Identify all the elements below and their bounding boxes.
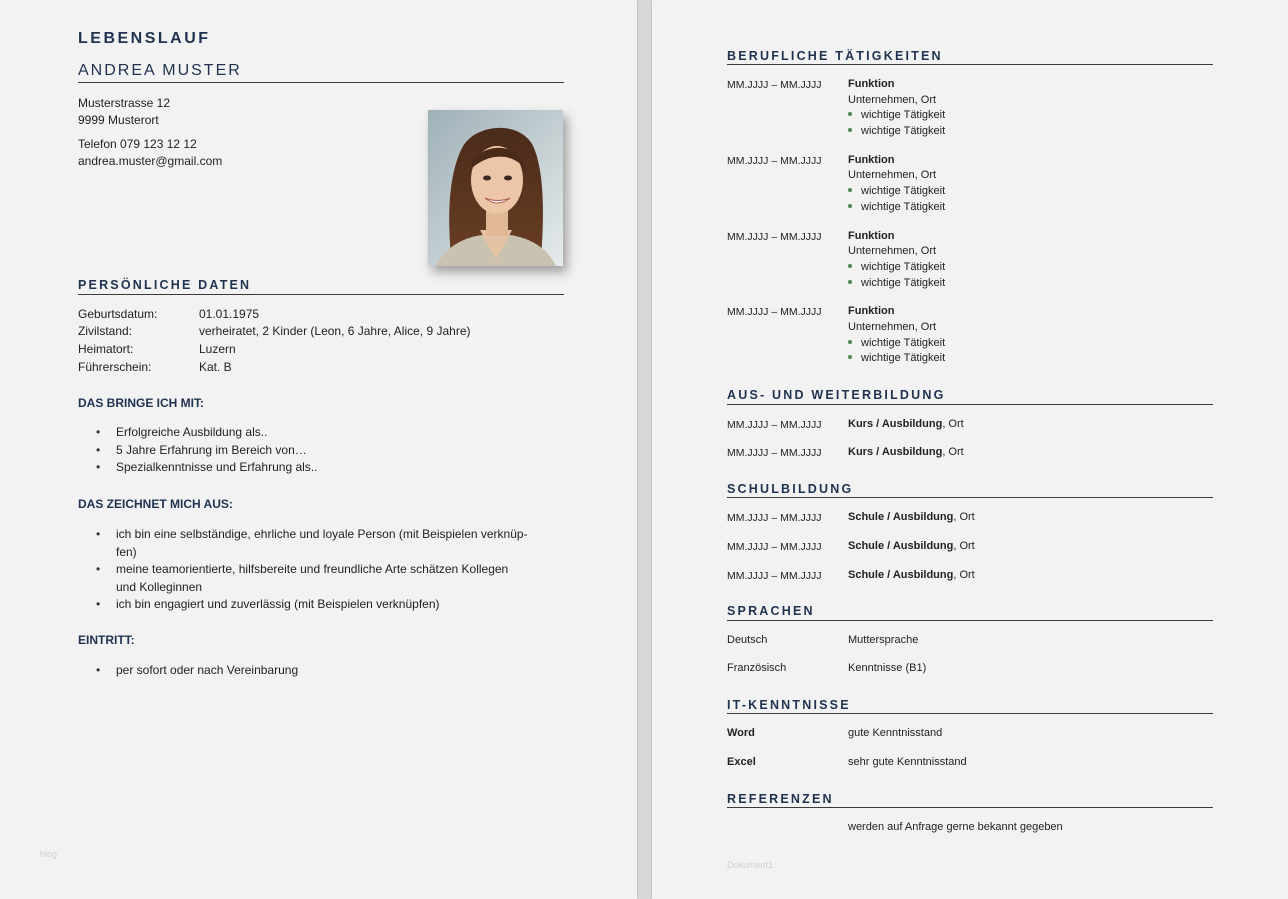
language-level: Kenntnisse (B1) (848, 662, 927, 674)
heading-zeichnet: DAS ZEICHNET MICH AUS: (78, 497, 233, 511)
weiterbildung-divider (727, 404, 1213, 405)
bullet-icon (848, 188, 852, 192)
course-date: MM.JJJJ – MM.JJJJ (727, 419, 822, 431)
personal-key: Zivilstand: (78, 324, 133, 338)
section-title-berufliche: BERUFLICHE TÄTIGKEITEN (727, 49, 943, 63)
referenzen-text: werden auf Anfrage gerne bekannt gegeben (848, 821, 1063, 833)
personal-key: Geburtsdatum: (78, 307, 158, 321)
person-name: ANDREA MUSTER (78, 62, 242, 79)
job-task: wichtige Tätigkeit (848, 261, 945, 273)
job-function: Funktion (848, 305, 895, 317)
bullet-icon (848, 264, 852, 268)
job-date: MM.JJJJ – MM.JJJJ (727, 79, 822, 91)
list-item: • per sofort oder nach Vereinbarung (96, 662, 566, 680)
list-eintritt (96, 662, 566, 680)
document-title: LEBENSLAUF (78, 30, 211, 47)
job-date: MM.JJJJ – MM.JJJJ (727, 155, 822, 167)
personal-value: verheiratet, 2 Kinder (Leon, 6 Jahre, Alice, 9 Jahre) (199, 324, 471, 338)
bullet-icon: • (96, 442, 101, 457)
job-task: wichtige Tätigkeit (848, 277, 945, 289)
job-task: wichtige Tätigkeit (848, 109, 945, 121)
personal-value: Kat. B (199, 360, 232, 374)
portrait-photo (428, 110, 563, 266)
list-zeichnet (96, 526, 566, 614)
bullet-icon: • (96, 562, 101, 576)
it-level: sehr gute Kenntnisstand (848, 756, 967, 768)
bullet-icon: • (96, 527, 101, 541)
course-date: MM.JJJJ – MM.JJJJ (727, 447, 822, 459)
personal-value: 01.01.1975 (199, 307, 260, 321)
heading-eintritt: EINTRITT: (78, 633, 135, 647)
language-name: Deutsch (727, 634, 768, 646)
sprachen-divider (727, 620, 1213, 621)
list-item: • meine teamorientierte, hilfsbereite und freundliche Arte schätzen Kollegen und Kolleginnen (96, 562, 509, 594)
school-date: MM.JJJJ – MM.JJJJ (727, 570, 822, 582)
section-title-referenzen: REFERENZEN (727, 792, 834, 806)
job-task: wichtige Tätigkeit (848, 337, 945, 349)
contact-email[interactable]: andrea.muster@gmail.com (78, 154, 223, 168)
school-entry: Schule / Ausbildung, Ort (848, 540, 975, 552)
job-task: wichtige Tätigkeit (848, 125, 945, 137)
it-tool: Excel (727, 756, 756, 768)
school-date: MM.JJJJ – MM.JJJJ (727, 512, 822, 524)
contact-phone: Telefon 079 123 12 12 (78, 137, 197, 151)
bullet-icon (848, 112, 852, 116)
personal-key: Heimatort: (78, 342, 134, 356)
list-item: • Erfolgreiche Ausbildung als.. (96, 424, 566, 442)
course-entry: Kurs / Ausbildung, Ort (848, 418, 964, 430)
language-name: Französisch (727, 662, 787, 674)
school-date: MM.JJJJ – MM.JJJJ (727, 541, 822, 553)
bullet-icon: • (96, 425, 101, 439)
list-item: • ich bin engagiert und zuverlässig (mit Beispielen verknüpfen) (96, 596, 566, 614)
job-function: Funktion (848, 154, 895, 166)
bullet-icon (848, 355, 852, 359)
section-title-schulbildung: SCHULBILDUNG (727, 482, 854, 496)
bullet-icon (848, 280, 852, 284)
school-entry: Schule / Ausbildung, Ort (848, 569, 975, 581)
section-title-weiterbildung: AUS- UND WEITERBILDUNG (727, 388, 946, 402)
it-tool: Word (727, 727, 755, 739)
personal-value: Luzern (199, 342, 236, 356)
it-divider (727, 713, 1213, 714)
section-title-it: IT-KENNTNISSE (727, 698, 851, 712)
berufliche-divider (727, 64, 1213, 65)
bullet-icon: • (96, 460, 101, 474)
list-bringe (96, 424, 566, 477)
list-item: • 5 Jahre Erfahrung im Bereich von… (96, 442, 566, 460)
footer-right: Dokument1 (727, 860, 774, 870)
contact-city: 9999 Musterort (78, 113, 159, 127)
schulbildung-divider (727, 497, 1213, 498)
job-task: wichtige Tätigkeit (848, 201, 945, 213)
bullet-icon (848, 204, 852, 208)
job-date: MM.JJJJ – MM.JJJJ (727, 306, 822, 318)
job-company: Unternehmen, Ort (848, 321, 937, 333)
list-item: • Spezialkenntnisse und Erfahrung als.. (96, 459, 566, 477)
job-function: Funktion (848, 78, 895, 90)
list-item: • ich bin eine selbständige, ehrliche und loyale Person (mit Beispielen verknüp- fen) (96, 527, 528, 559)
job-company: Unternehmen, Ort (848, 169, 937, 181)
name-divider (78, 82, 564, 83)
persoenlich-divider (78, 294, 564, 295)
job-task: wichtige Tätigkeit (848, 185, 945, 197)
bullet-icon: • (96, 597, 101, 611)
personal-key: Führerschein: (78, 360, 152, 374)
job-date: MM.JJJJ – MM.JJJJ (727, 231, 822, 243)
contact-street: Musterstrasse 12 (78, 96, 171, 110)
heading-bringe: DAS BRINGE ICH MIT: (78, 396, 204, 410)
job-task: wichtige Tätigkeit (848, 352, 945, 364)
it-level: gute Kenntnisstand (848, 727, 943, 739)
job-company: Unternehmen, Ort (848, 94, 937, 106)
referenzen-divider (727, 807, 1213, 808)
section-title-persoenlich: PERSÖNLICHE DATEN (78, 278, 252, 292)
job-company: Unternehmen, Ort (848, 245, 937, 257)
section-title-sprachen: SPRACHEN (727, 604, 815, 618)
bullet-icon (848, 340, 852, 344)
bullet-icon: • (96, 663, 101, 677)
language-level: Muttersprache (848, 634, 919, 646)
bullet-icon (848, 128, 852, 132)
page-gutter (637, 0, 652, 899)
course-entry: Kurs / Ausbildung, Ort (848, 446, 964, 458)
job-function: Funktion (848, 230, 895, 242)
footer-left: blog (40, 849, 58, 859)
school-entry: Schule / Ausbildung, Ort (848, 511, 975, 523)
